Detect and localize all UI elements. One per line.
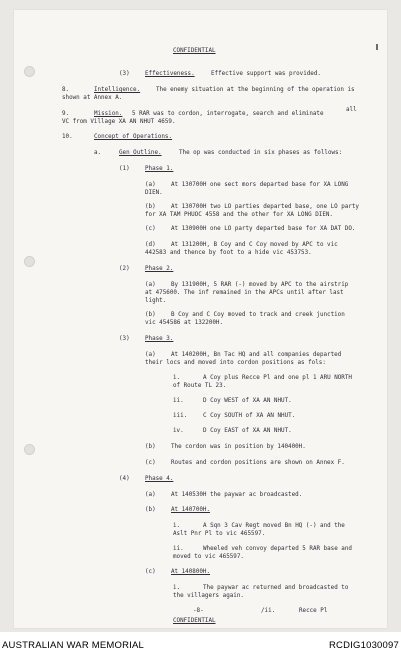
continuation-ref: /ii. xyxy=(261,608,276,614)
archive-name: AUSTRALIAN WAR MEMORIAL xyxy=(2,640,145,651)
para-number: ii. xyxy=(173,546,184,552)
para-title: Gen Outline. xyxy=(119,150,162,156)
para-title: At 140700H. xyxy=(171,507,211,513)
para-number: ii. xyxy=(173,398,184,404)
archive-credit-bar xyxy=(0,636,401,654)
para-text: By 131900H, 5 RAR (-) moved by APC to the airstrip xyxy=(171,282,349,288)
para-title: Mission. xyxy=(94,111,123,117)
para-number: 9. xyxy=(62,111,70,117)
para-text: C Coy SOUTH of XA AN NHUT. xyxy=(203,413,296,419)
para-number: (1) xyxy=(119,166,130,172)
para-title: Phase 3. xyxy=(145,336,174,342)
para-number: i. xyxy=(173,523,181,529)
para-text: for XA TAM PHUOC 4558 and the other for XA LONG DIEN. xyxy=(145,212,333,218)
para-text: At 130700H one sect mors departed base for XA LONG xyxy=(171,182,349,188)
para-text: at 475600. The inf remained in the APCs until after last xyxy=(145,290,344,296)
para-text: Effective support was provided. xyxy=(211,71,321,77)
para-text: At 130900H one LO party departed base for XA DAT DO. xyxy=(171,226,356,232)
para-number: (a) xyxy=(145,182,156,188)
para-number: 8. xyxy=(62,87,70,93)
para-text: The op was conducted in six phases as follows: xyxy=(179,150,343,156)
para-title: Intelligence. xyxy=(94,87,141,93)
para-text: B Coy and C Coy moved to track and creek junction xyxy=(171,312,345,318)
para-title: Phase 4. xyxy=(145,476,174,482)
para-number: (b) xyxy=(145,507,156,513)
margin-mark xyxy=(376,44,378,50)
punch-hole xyxy=(24,444,35,455)
para-number: i. xyxy=(173,375,181,381)
classification-footer: CONFIDENTIAL xyxy=(173,618,216,624)
para-number: (b) xyxy=(145,312,156,318)
punch-hole xyxy=(24,256,35,267)
para-text: light. xyxy=(145,298,167,304)
para-text: A Coy plus Recce Pl and one pl 1 ARU NORTH xyxy=(203,375,352,381)
para-number: 10. xyxy=(62,134,73,140)
para-title: Phase 1. xyxy=(145,166,174,172)
para-number: (b) xyxy=(145,204,156,210)
para-number: (c) xyxy=(145,226,156,232)
para-text: D Coy WEST of XA AN NHUT. xyxy=(203,398,292,404)
para-number: (d) xyxy=(145,242,156,248)
para-number: (a) xyxy=(145,352,156,358)
para-text: DIEN. xyxy=(145,190,163,196)
para-text: At 140200H, Bn Tac HQ and all companies departed xyxy=(171,352,342,358)
para-text: D Coy EAST of XA AN NHUT. xyxy=(203,428,292,434)
para-title: Concept of Operations. xyxy=(94,134,173,140)
para-number: (a) xyxy=(145,492,156,498)
para-text: 5 RAR was to cordon, interrogate, search and eliminate xyxy=(132,111,324,117)
para-text: the villagers again. xyxy=(173,593,244,599)
para-text: At 131200H, B Coy and C Coy moved by APC to vic xyxy=(171,242,338,248)
para-text: At 140530H the paywar ac broadcasted. xyxy=(171,492,303,498)
para-text: shown at Annex A. xyxy=(62,95,123,101)
para-text: 442583 and thence by foot to a hide vic 453753. xyxy=(145,250,312,256)
para-number: (4) xyxy=(119,476,130,482)
para-number: iv. xyxy=(173,428,184,434)
para-number: (3) xyxy=(119,336,130,342)
para-text: The cordon was in position by 140400H. xyxy=(171,444,306,450)
para-text: their locs and moved into cordon positions as fols: xyxy=(145,360,326,366)
para-number: (2) xyxy=(119,266,130,272)
para-text: The paywar ac returned and broadcasted to xyxy=(203,585,349,591)
para-number: (c) xyxy=(145,460,156,466)
classification-header: CONFIDENTIAL xyxy=(173,48,216,54)
para-text: Aslt Pnr Pl to vic 465597. xyxy=(173,531,266,537)
para-text: of Route TL 23. xyxy=(173,383,227,389)
para-text-insert: all xyxy=(346,107,357,113)
para-title: At 140800H. xyxy=(171,569,211,575)
para-number: a. xyxy=(94,150,102,156)
para-number: iii. xyxy=(173,413,188,419)
para-text: At 130700H two LO parties departed base, one LO party xyxy=(171,204,359,210)
para-text: vic 454586 at 132200H. xyxy=(145,320,224,326)
archive-id: RCDIG1030097 xyxy=(329,640,399,651)
para-number: (a) xyxy=(145,282,156,288)
punch-hole xyxy=(24,66,35,77)
para-text: The enemy situation at the beginning of the operation is xyxy=(156,87,355,93)
para-number: (b) xyxy=(145,444,156,450)
para-text: moved to vic 465597. xyxy=(173,554,244,560)
page-number: -8- xyxy=(193,608,204,614)
para-title: Phase 2. xyxy=(145,266,174,272)
para-title: Effectiveness. xyxy=(145,71,195,77)
para-number: i. xyxy=(173,585,181,591)
para-text: VC from Village XA AN NHUT 4659. xyxy=(62,119,176,125)
para-text: Wheeled veh convoy departed 5 RAR base and xyxy=(203,546,352,552)
para-text: Routes and cordon positions are shown on Annex F. xyxy=(171,460,345,466)
para-number: (3) xyxy=(119,71,130,77)
continuation-text: Recce Pl xyxy=(299,608,328,614)
para-number: (c) xyxy=(145,569,156,575)
para-text: A Sqn 3 Cav Regt moved Bn HQ (-) and the xyxy=(203,523,345,529)
